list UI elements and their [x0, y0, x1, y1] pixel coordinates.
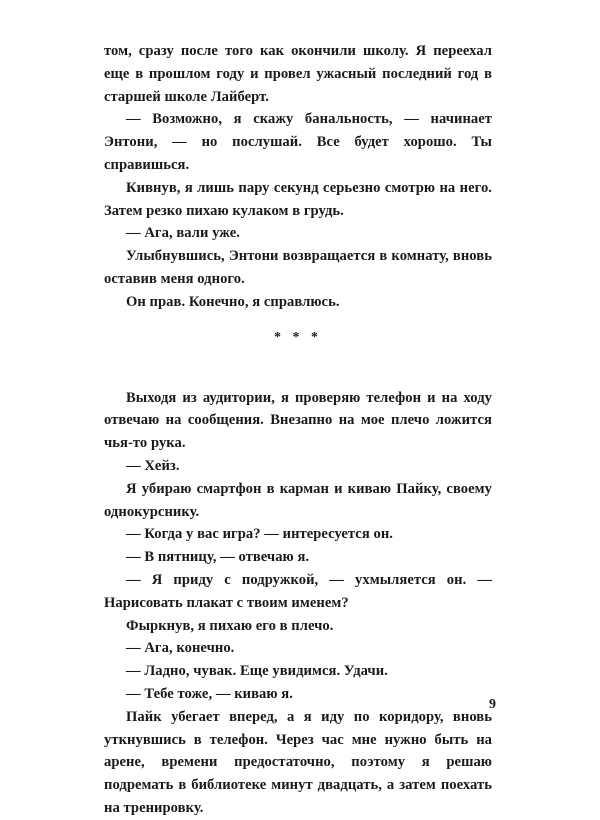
page-number: 9 [489, 697, 496, 712]
paragraph: — Тебе тоже, — киваю я. [126, 685, 293, 702]
paragraph: — В пятницу, — отвечаю я. [126, 549, 310, 566]
paragraph: — Ага, вали уже. [126, 225, 240, 242]
paragraph: — Возможно, я скажу банальность, — начинает Энтони, — но послушай. Все будет хорошо. Ты справишься. [104, 111, 492, 173]
paragraph: — Я приду с подружкой, — ухмыляется он. — Нарисовать плакат с твоим именем? [104, 571, 492, 611]
section-separator: * * * [274, 329, 322, 345]
paragraph: — Хейз. [126, 457, 180, 474]
paragraph: Улыбнувшись, Энтони возвращается в комнату, вновь оставив меня одного. [104, 248, 492, 287]
paragraph: — Ладно, чувак. Еще увидимся. Удачи. [126, 663, 388, 680]
paragraph: Пайк убегает вперед, а я иду по коридору, вновь уткнувшись в телефон. Через час мне нужно быть на арене, времени предостаточно, поэтому я решаю подремать в библиотеке минут двадцать, а затем поехать на тренировку. [104, 708, 492, 816]
paragraph: Фыркнув, я пихаю его в плечо. [126, 617, 334, 634]
paragraph: Я убираю смартфон в карман и киваю Пайку, своему однокурснику. [104, 480, 492, 520]
paragraph: Он прав. Конечно, я справлюсь. [126, 293, 340, 310]
paragraph: Кивнув, я лишь пару секунд серьезно смотрю на него. Затем резко пихаю кулаком в грудь. [104, 179, 492, 219]
paragraph: — Когда у вас игра? — интересуется он. [126, 526, 393, 543]
text-block-part1 [104, 40, 492, 314]
paragraph: том, сразу после того как окончили школу. Я переехал еще в прошлом году и провел ужасный последний год в старшей школе Лайберт. [104, 43, 492, 105]
paragraph: Выходя из аудитории, я проверяю телефон и на ходу отвечаю на сообщения. Внезапно на мое плечо ложится чья-то рука. [104, 389, 492, 452]
paragraph: — Ага, конечно. [126, 640, 235, 657]
text-block-part2 [104, 387, 492, 820]
